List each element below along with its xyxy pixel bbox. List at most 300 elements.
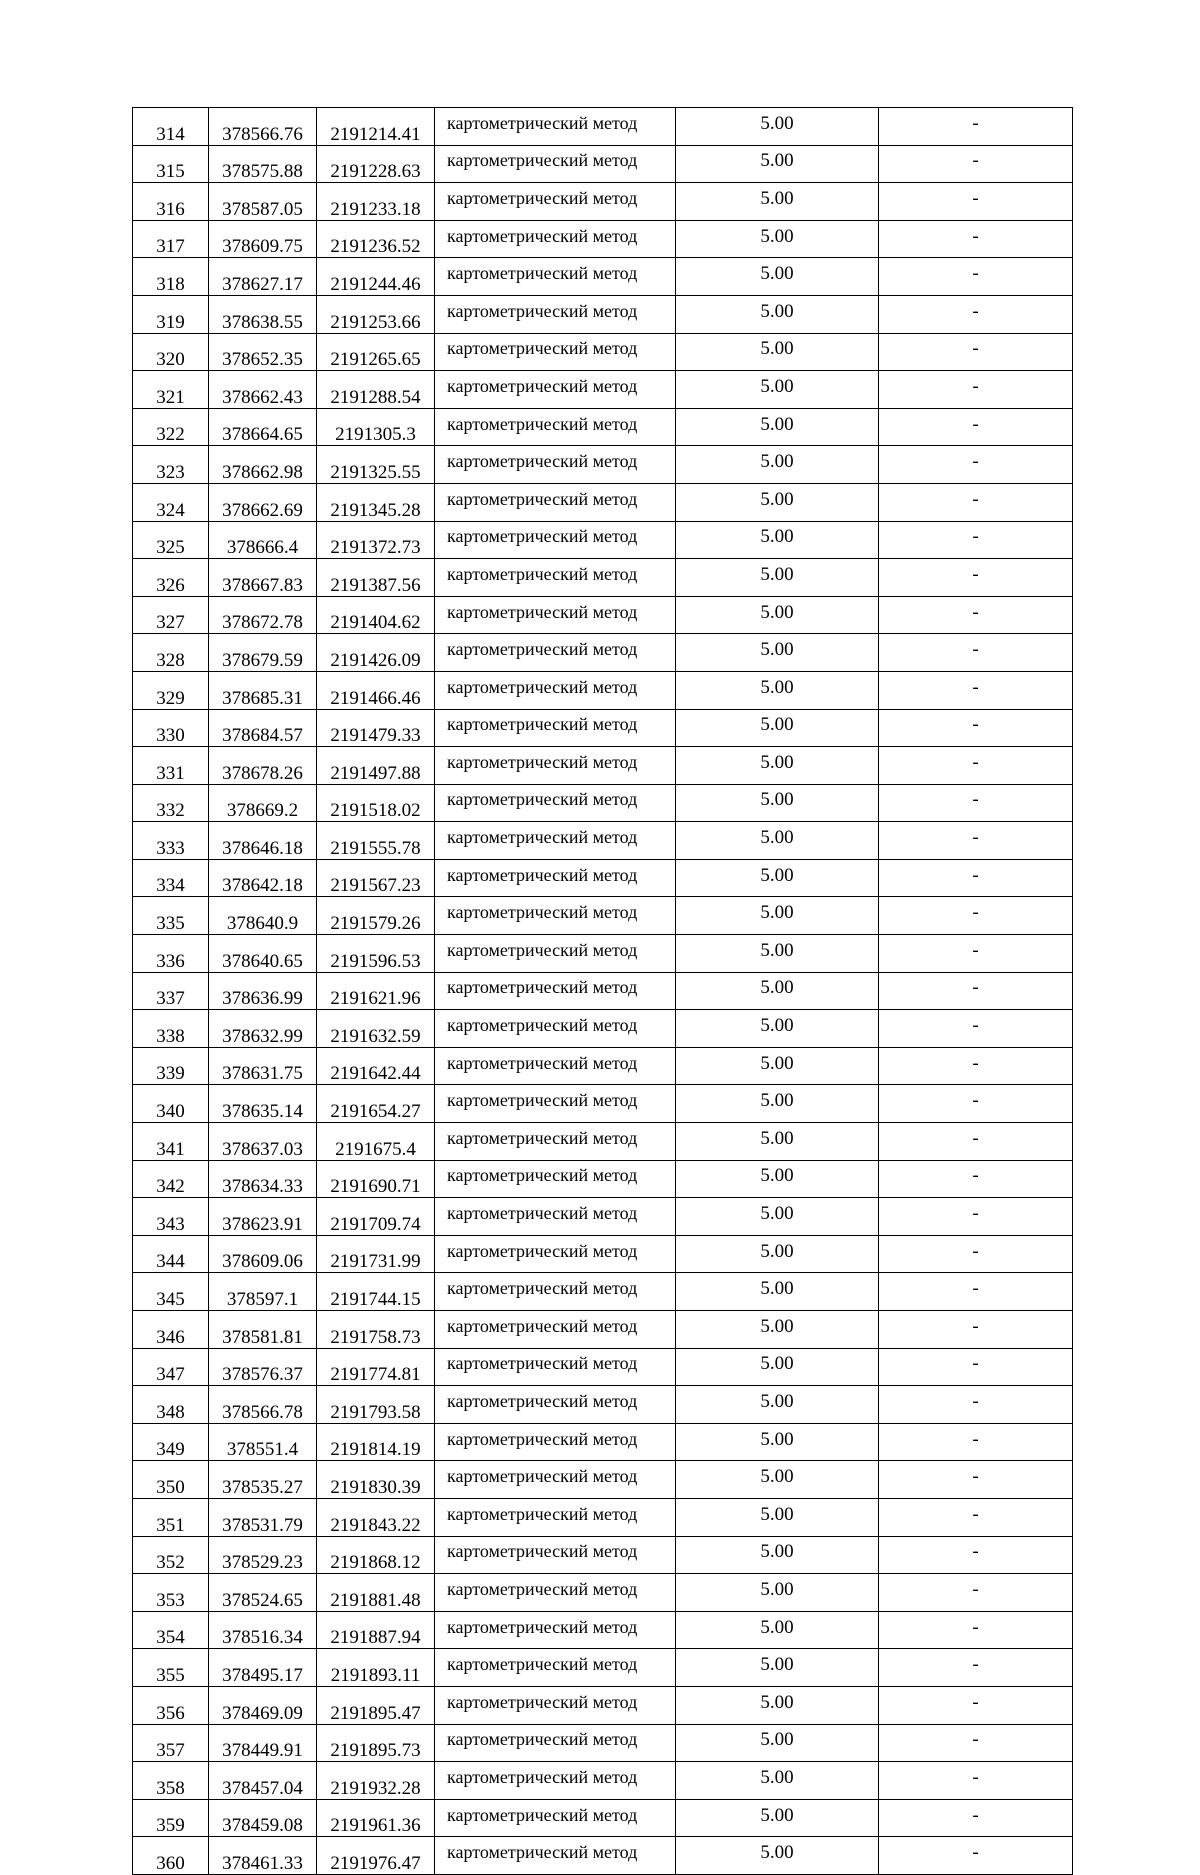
coordinate-x-cell: 378662.98: [209, 446, 317, 484]
accuracy-cell: 5.00: [676, 1348, 879, 1386]
point-number-cell: 348: [133, 1386, 209, 1424]
coordinate-x-cell: 378516.34: [209, 1611, 317, 1649]
coordinate-x-cell: 378551.4: [209, 1423, 317, 1461]
table-row: [133, 408, 1073, 446]
coordinate-x-cell: 378535.27: [209, 1461, 317, 1499]
table-row: [133, 1574, 1073, 1612]
method-cell: картометрический метод: [435, 822, 676, 860]
table-row: [133, 1536, 1073, 1574]
point-number-cell: 333: [133, 822, 209, 860]
point-number-cell: 340: [133, 1085, 209, 1123]
accuracy-cell: 5.00: [676, 1273, 879, 1311]
note-cell: -: [879, 1085, 1073, 1123]
coordinate-x-cell: 378636.99: [209, 972, 317, 1010]
accuracy-cell: 5.00: [676, 1461, 879, 1499]
table-row: [133, 1686, 1073, 1724]
accuracy-cell: 5.00: [676, 295, 879, 333]
point-number-cell: 319: [133, 295, 209, 333]
method-cell: картометрический метод: [435, 897, 676, 935]
coordinate-y-cell: 2191895.73: [317, 1724, 435, 1762]
table-row: [133, 1611, 1073, 1649]
coordinate-y-cell: 2191632.59: [317, 1010, 435, 1048]
coordinate-x-cell: 378632.99: [209, 1010, 317, 1048]
point-number-cell: 345: [133, 1273, 209, 1311]
coordinate-y-cell: 2191579.26: [317, 897, 435, 935]
accuracy-cell: 5.00: [676, 1536, 879, 1574]
method-cell: картометрический метод: [435, 1837, 676, 1875]
method-cell: картометрический метод: [435, 1311, 676, 1349]
accuracy-cell: 5.00: [676, 1762, 879, 1800]
coordinate-x-cell: 378449.91: [209, 1724, 317, 1762]
point-number-cell: 346: [133, 1311, 209, 1349]
coordinate-x-cell: 378609.75: [209, 220, 317, 258]
accuracy-cell: 5.00: [676, 634, 879, 672]
note-cell: -: [879, 1423, 1073, 1461]
coordinate-y-cell: 2191744.15: [317, 1273, 435, 1311]
coordinate-y-cell: 2191387.56: [317, 559, 435, 597]
accuracy-cell: 5.00: [676, 145, 879, 183]
note-cell: -: [879, 333, 1073, 371]
coordinate-x-cell: 378566.76: [209, 108, 317, 146]
accuracy-cell: 5.00: [676, 1198, 879, 1236]
method-cell: картометрический метод: [435, 521, 676, 559]
coordinate-y-cell: 2191881.48: [317, 1574, 435, 1612]
coordinate-x-cell: 378640.65: [209, 935, 317, 973]
table-row: [133, 596, 1073, 634]
table-row: [133, 559, 1073, 597]
accuracy-cell: 5.00: [676, 1799, 879, 1837]
coordinate-y-cell: 2191228.63: [317, 145, 435, 183]
note-cell: -: [879, 671, 1073, 709]
table-row: [133, 1348, 1073, 1386]
coordinate-x-cell: 378637.03: [209, 1123, 317, 1161]
note-cell: -: [879, 1235, 1073, 1273]
accuracy-cell: 5.00: [676, 1423, 879, 1461]
coordinate-y-cell: 2191895.47: [317, 1686, 435, 1724]
accuracy-cell: 5.00: [676, 1160, 879, 1198]
note-cell: -: [879, 1837, 1073, 1875]
coordinate-x-cell: 378667.83: [209, 559, 317, 597]
table-row: [133, 1649, 1073, 1687]
coordinate-y-cell: 2191976.47: [317, 1837, 435, 1875]
coordinate-x-cell: 378581.81: [209, 1311, 317, 1349]
note-cell: -: [879, 1498, 1073, 1536]
note-cell: -: [879, 634, 1073, 672]
method-cell: картометрический метод: [435, 1686, 676, 1724]
point-number-cell: 349: [133, 1423, 209, 1461]
accuracy-cell: 5.00: [676, 371, 879, 409]
note-cell: -: [879, 709, 1073, 747]
coordinate-x-cell: 378664.65: [209, 408, 317, 446]
coordinate-x-cell: 378640.9: [209, 897, 317, 935]
point-number-cell: 354: [133, 1611, 209, 1649]
point-number-cell: 358: [133, 1762, 209, 1800]
point-number-cell: 332: [133, 784, 209, 822]
note-cell: -: [879, 1574, 1073, 1612]
coordinate-y-cell: 2191642.44: [317, 1047, 435, 1085]
accuracy-cell: 5.00: [676, 446, 879, 484]
note-cell: -: [879, 220, 1073, 258]
accuracy-cell: 5.00: [676, 822, 879, 860]
accuracy-cell: 5.00: [676, 483, 879, 521]
note-cell: -: [879, 1273, 1073, 1311]
accuracy-cell: 5.00: [676, 671, 879, 709]
coordinate-y-cell: 2191868.12: [317, 1536, 435, 1574]
method-cell: картометрический метод: [435, 258, 676, 296]
note-cell: -: [879, 183, 1073, 221]
coordinate-x-cell: 378642.18: [209, 859, 317, 897]
coordinate-y-cell: 2191675.4: [317, 1123, 435, 1161]
coordinate-x-cell: 378672.78: [209, 596, 317, 634]
method-cell: картометрический метод: [435, 859, 676, 897]
accuracy-cell: 5.00: [676, 559, 879, 597]
point-number-cell: 325: [133, 521, 209, 559]
accuracy-cell: 5.00: [676, 220, 879, 258]
accuracy-cell: 5.00: [676, 183, 879, 221]
table-row: [133, 1010, 1073, 1048]
coordinate-y-cell: 2191758.73: [317, 1311, 435, 1349]
coordinate-x-cell: 378627.17: [209, 258, 317, 296]
table-row: [133, 446, 1073, 484]
method-cell: картометрический метод: [435, 935, 676, 973]
accuracy-cell: 5.00: [676, 333, 879, 371]
accuracy-cell: 5.00: [676, 935, 879, 973]
coordinates-table-body: [133, 108, 1073, 1875]
coordinate-x-cell: 378566.78: [209, 1386, 317, 1424]
table-row: [133, 483, 1073, 521]
coordinate-y-cell: 2191774.81: [317, 1348, 435, 1386]
coordinate-y-cell: 2191497.88: [317, 747, 435, 785]
accuracy-cell: 5.00: [676, 108, 879, 146]
coordinate-x-cell: 378679.59: [209, 634, 317, 672]
coordinate-x-cell: 378457.04: [209, 1762, 317, 1800]
method-cell: картометрический метод: [435, 1423, 676, 1461]
coordinate-x-cell: 378531.79: [209, 1498, 317, 1536]
point-number-cell: 337: [133, 972, 209, 1010]
point-number-cell: 347: [133, 1348, 209, 1386]
coordinate-y-cell: 2191466.46: [317, 671, 435, 709]
point-number-cell: 341: [133, 1123, 209, 1161]
coordinate-x-cell: 378469.09: [209, 1686, 317, 1724]
note-cell: -: [879, 1311, 1073, 1349]
point-number-cell: 342: [133, 1160, 209, 1198]
table-row: [133, 1273, 1073, 1311]
coordinate-y-cell: 2191244.46: [317, 258, 435, 296]
coordinate-x-cell: 378576.37: [209, 1348, 317, 1386]
note-cell: -: [879, 859, 1073, 897]
point-number-cell: 360: [133, 1837, 209, 1875]
table-row: [133, 145, 1073, 183]
coordinate-x-cell: 378678.26: [209, 747, 317, 785]
table-row: [133, 1799, 1073, 1837]
point-number-cell: 324: [133, 483, 209, 521]
point-number-cell: 335: [133, 897, 209, 935]
method-cell: картометрический метод: [435, 1799, 676, 1837]
note-cell: -: [879, 784, 1073, 822]
coordinate-x-cell: 378597.1: [209, 1273, 317, 1311]
method-cell: картометрический метод: [435, 1123, 676, 1161]
accuracy-cell: 5.00: [676, 859, 879, 897]
method-cell: картометрический метод: [435, 1498, 676, 1536]
coordinate-y-cell: 2191372.73: [317, 521, 435, 559]
method-cell: картометрический метод: [435, 1085, 676, 1123]
point-number-cell: 356: [133, 1686, 209, 1724]
method-cell: картометрический метод: [435, 709, 676, 747]
coordinate-y-cell: 2191843.22: [317, 1498, 435, 1536]
point-number-cell: 359: [133, 1799, 209, 1837]
point-number-cell: 350: [133, 1461, 209, 1499]
note-cell: -: [879, 145, 1073, 183]
table-row: [133, 634, 1073, 672]
note-cell: -: [879, 1386, 1073, 1424]
table-row: [133, 258, 1073, 296]
table-row: [133, 784, 1073, 822]
coordinate-y-cell: 2191830.39: [317, 1461, 435, 1499]
table-row: [133, 1423, 1073, 1461]
note-cell: -: [879, 1010, 1073, 1048]
note-cell: -: [879, 1762, 1073, 1800]
table-row: [133, 295, 1073, 333]
method-cell: картометрический метод: [435, 483, 676, 521]
method-cell: картометрический метод: [435, 1047, 676, 1085]
table-row: [133, 183, 1073, 221]
coordinates-table: [132, 107, 1073, 1875]
accuracy-cell: 5.00: [676, 1686, 879, 1724]
point-number-cell: 314: [133, 108, 209, 146]
note-cell: -: [879, 559, 1073, 597]
coordinate-y-cell: 2191305.3: [317, 408, 435, 446]
coordinate-y-cell: 2191233.18: [317, 183, 435, 221]
coordinate-y-cell: 2191426.09: [317, 634, 435, 672]
method-cell: картометрический метод: [435, 1536, 676, 1574]
coordinate-x-cell: 378635.14: [209, 1085, 317, 1123]
coordinate-x-cell: 378631.75: [209, 1047, 317, 1085]
point-number-cell: 317: [133, 220, 209, 258]
method-cell: картометрический метод: [435, 408, 676, 446]
method-cell: картометрический метод: [435, 1724, 676, 1762]
point-number-cell: 320: [133, 333, 209, 371]
method-cell: картометрический метод: [435, 747, 676, 785]
note-cell: -: [879, 1649, 1073, 1687]
note-cell: -: [879, 822, 1073, 860]
method-cell: картометрический метод: [435, 295, 676, 333]
accuracy-cell: 5.00: [676, 897, 879, 935]
accuracy-cell: 5.00: [676, 1498, 879, 1536]
method-cell: картометрический метод: [435, 1762, 676, 1800]
coordinate-y-cell: 2191887.94: [317, 1611, 435, 1649]
accuracy-cell: 5.00: [676, 1837, 879, 1875]
coordinate-x-cell: 378575.88: [209, 145, 317, 183]
table-row: [133, 371, 1073, 409]
note-cell: -: [879, 1160, 1073, 1198]
coordinate-y-cell: 2191265.65: [317, 333, 435, 371]
coordinate-x-cell: 378459.08: [209, 1799, 317, 1837]
method-cell: картометрический метод: [435, 1010, 676, 1048]
accuracy-cell: 5.00: [676, 1724, 879, 1762]
table-row: [133, 747, 1073, 785]
coordinate-y-cell: 2191814.19: [317, 1423, 435, 1461]
accuracy-cell: 5.00: [676, 1123, 879, 1161]
note-cell: -: [879, 1348, 1073, 1386]
table-row: [133, 1724, 1073, 1762]
coordinate-y-cell: 2191555.78: [317, 822, 435, 860]
coordinate-x-cell: 378638.55: [209, 295, 317, 333]
point-number-cell: 316: [133, 183, 209, 221]
point-number-cell: 323: [133, 446, 209, 484]
table-row: [133, 1762, 1073, 1800]
table-row: [133, 108, 1073, 146]
coordinate-y-cell: 2191893.11: [317, 1649, 435, 1687]
note-cell: -: [879, 1123, 1073, 1161]
coordinate-x-cell: 378634.33: [209, 1160, 317, 1198]
note-cell: -: [879, 446, 1073, 484]
method-cell: картометрический метод: [435, 371, 676, 409]
table-row: [133, 897, 1073, 935]
coordinate-x-cell: 378646.18: [209, 822, 317, 860]
coordinate-y-cell: 2191325.55: [317, 446, 435, 484]
method-cell: картометрический метод: [435, 1348, 676, 1386]
method-cell: картометрический метод: [435, 972, 676, 1010]
coordinate-y-cell: 2191690.71: [317, 1160, 435, 1198]
method-cell: картометрический метод: [435, 1574, 676, 1612]
coordinate-x-cell: 378662.69: [209, 483, 317, 521]
point-number-cell: 327: [133, 596, 209, 634]
coordinate-y-cell: 2191236.52: [317, 220, 435, 258]
coordinate-x-cell: 378587.05: [209, 183, 317, 221]
method-cell: картометрический метод: [435, 1273, 676, 1311]
note-cell: -: [879, 258, 1073, 296]
accuracy-cell: 5.00: [676, 709, 879, 747]
method-cell: картометрический метод: [435, 559, 676, 597]
coordinate-x-cell: 378495.17: [209, 1649, 317, 1687]
accuracy-cell: 5.00: [676, 258, 879, 296]
coordinate-x-cell: 378524.65: [209, 1574, 317, 1612]
method-cell: картометрический метод: [435, 784, 676, 822]
method-cell: картометрический метод: [435, 1386, 676, 1424]
accuracy-cell: 5.00: [676, 521, 879, 559]
table-row: [133, 1085, 1073, 1123]
note-cell: -: [879, 483, 1073, 521]
coordinate-x-cell: 378461.33: [209, 1837, 317, 1875]
method-cell: картометрический метод: [435, 1198, 676, 1236]
note-cell: -: [879, 1799, 1073, 1837]
accuracy-cell: 5.00: [676, 1085, 879, 1123]
coordinate-x-cell: 378669.2: [209, 784, 317, 822]
table-row: [133, 1461, 1073, 1499]
method-cell: картометрический метод: [435, 446, 676, 484]
table-row: [133, 1386, 1073, 1424]
coordinate-x-cell: 378623.91: [209, 1198, 317, 1236]
table-row: [133, 671, 1073, 709]
point-number-cell: 344: [133, 1235, 209, 1273]
point-number-cell: 330: [133, 709, 209, 747]
accuracy-cell: 5.00: [676, 1010, 879, 1048]
point-number-cell: 334: [133, 859, 209, 897]
coordinate-x-cell: 378529.23: [209, 1536, 317, 1574]
note-cell: -: [879, 1047, 1073, 1085]
point-number-cell: 338: [133, 1010, 209, 1048]
method-cell: картометрический метод: [435, 183, 676, 221]
note-cell: -: [879, 1611, 1073, 1649]
point-number-cell: 339: [133, 1047, 209, 1085]
note-cell: -: [879, 371, 1073, 409]
table-row: [133, 1311, 1073, 1349]
coordinate-x-cell: 378609.06: [209, 1235, 317, 1273]
accuracy-cell: 5.00: [676, 596, 879, 634]
table-row: [133, 935, 1073, 973]
table-row: [133, 972, 1073, 1010]
coordinate-y-cell: 2191596.53: [317, 935, 435, 973]
coordinate-y-cell: 2191793.58: [317, 1386, 435, 1424]
point-number-cell: 352: [133, 1536, 209, 1574]
table-row: [133, 1198, 1073, 1236]
accuracy-cell: 5.00: [676, 1611, 879, 1649]
point-number-cell: 336: [133, 935, 209, 973]
coordinate-x-cell: 378685.31: [209, 671, 317, 709]
table-row: [133, 333, 1073, 371]
accuracy-cell: 5.00: [676, 972, 879, 1010]
coordinate-y-cell: 2191404.62: [317, 596, 435, 634]
point-number-cell: 329: [133, 671, 209, 709]
table-row: [133, 521, 1073, 559]
note-cell: -: [879, 1536, 1073, 1574]
table-row: [133, 709, 1073, 747]
coordinate-y-cell: 2191518.02: [317, 784, 435, 822]
point-number-cell: 353: [133, 1574, 209, 1612]
method-cell: картометрический метод: [435, 596, 676, 634]
table-row: [133, 220, 1073, 258]
table-row: [133, 859, 1073, 897]
note-cell: -: [879, 1686, 1073, 1724]
point-number-cell: 331: [133, 747, 209, 785]
table-row: [133, 1837, 1073, 1875]
coordinate-x-cell: 378652.35: [209, 333, 317, 371]
point-number-cell: 321: [133, 371, 209, 409]
note-cell: -: [879, 935, 1073, 973]
table-row: [133, 1498, 1073, 1536]
note-cell: -: [879, 972, 1073, 1010]
note-cell: -: [879, 521, 1073, 559]
accuracy-cell: 5.00: [676, 1386, 879, 1424]
note-cell: -: [879, 747, 1073, 785]
table-row: [133, 1123, 1073, 1161]
method-cell: картометрический метод: [435, 1160, 676, 1198]
coordinate-y-cell: 2191654.27: [317, 1085, 435, 1123]
method-cell: картометрический метод: [435, 145, 676, 183]
point-number-cell: 357: [133, 1724, 209, 1762]
coordinate-y-cell: 2191621.96: [317, 972, 435, 1010]
coordinate-y-cell: 2191932.28: [317, 1762, 435, 1800]
note-cell: -: [879, 897, 1073, 935]
note-cell: -: [879, 596, 1073, 634]
point-number-cell: 322: [133, 408, 209, 446]
accuracy-cell: 5.00: [676, 1311, 879, 1349]
note-cell: -: [879, 1198, 1073, 1236]
coordinate-x-cell: 378684.57: [209, 709, 317, 747]
coordinate-y-cell: 2191567.23: [317, 859, 435, 897]
point-number-cell: 328: [133, 634, 209, 672]
accuracy-cell: 5.00: [676, 784, 879, 822]
method-cell: картометрический метод: [435, 220, 676, 258]
coordinate-y-cell: 2191479.33: [317, 709, 435, 747]
coordinate-y-cell: 2191288.54: [317, 371, 435, 409]
coordinate-x-cell: 378666.4: [209, 521, 317, 559]
method-cell: картометрический метод: [435, 1461, 676, 1499]
method-cell: картометрический метод: [435, 333, 676, 371]
accuracy-cell: 5.00: [676, 1574, 879, 1612]
coordinate-x-cell: 378662.43: [209, 371, 317, 409]
table-row: [133, 1235, 1073, 1273]
